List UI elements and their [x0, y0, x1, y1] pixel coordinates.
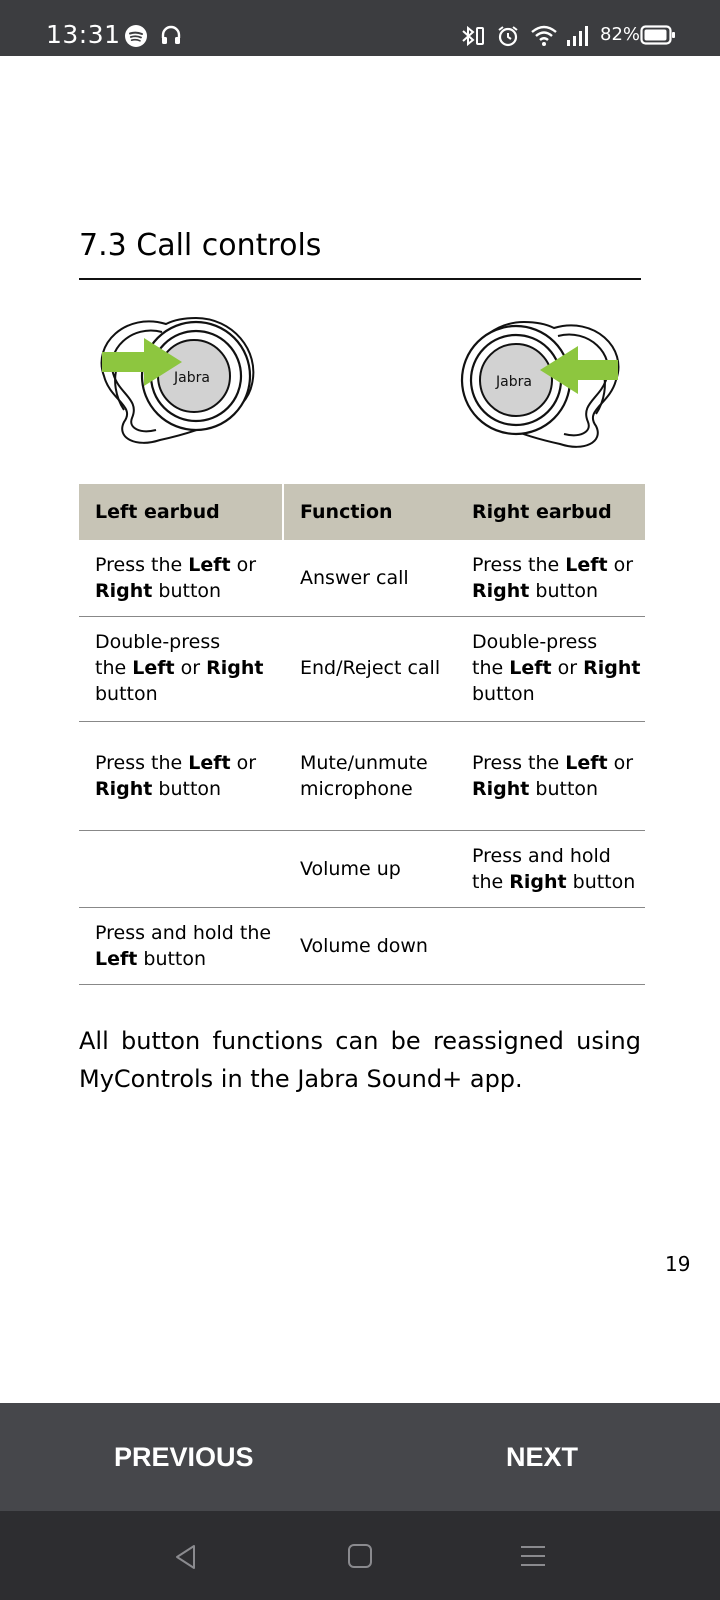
previous-button[interactable]: PREVIOUS	[114, 1442, 254, 1472]
left-earbud-illustration	[96, 314, 264, 454]
wifi-icon	[530, 24, 558, 48]
status-time: 13:31	[46, 20, 121, 49]
row1-right: Press the Left or Right button	[472, 554, 634, 602]
row2-right: Double-press the Left or Right button	[472, 631, 641, 705]
reassign-note: All button functions can be reassigned using MyControls in the Jabra Sound+ app.	[79, 1027, 641, 1093]
row5-left: Press and hold the Left button	[95, 922, 272, 970]
earbud-brand-left: Jabra	[174, 370, 210, 386]
table-header	[79, 484, 645, 540]
row4-function: Volume up	[300, 858, 401, 880]
section-title: 7.3 Call controls	[79, 228, 641, 280]
right-earbud-illustration	[456, 318, 624, 458]
row1-left: Press the Left or Right button	[95, 554, 257, 602]
row3-left: Press the Left or Right button	[95, 752, 257, 800]
status-bar	[0, 0, 720, 56]
table-row	[79, 831, 645, 908]
header-divider	[282, 484, 284, 540]
home-icon[interactable]	[347, 1543, 373, 1569]
menu-icon[interactable]	[519, 1544, 547, 1568]
row2-function: End/Reject call	[300, 657, 441, 679]
alarm-icon	[496, 24, 520, 48]
header-left-earbud: Left earbud	[95, 501, 220, 523]
system-nav-bar	[0, 1511, 720, 1600]
header-right-earbud: Right earbud	[472, 501, 612, 523]
table-row	[79, 617, 645, 722]
signal-icon	[566, 24, 592, 48]
headphones-icon	[160, 24, 182, 46]
manual-page	[0, 56, 720, 1403]
page-number: 19	[665, 1252, 691, 1276]
row5-function: Volume down	[300, 935, 428, 957]
row4-right: Press and hold the Right button	[472, 845, 636, 893]
table-row	[79, 540, 645, 617]
page-nav-bar	[0, 1403, 720, 1511]
row1-function: Answer call	[300, 567, 409, 589]
next-button[interactable]: NEXT	[506, 1442, 579, 1472]
battery-icon	[640, 24, 676, 46]
back-icon[interactable]	[172, 1543, 200, 1571]
bluetooth-icon	[460, 24, 486, 48]
table-row	[79, 908, 645, 985]
header-function: Function	[300, 501, 393, 523]
call-controls-table	[79, 484, 645, 985]
earbud-brand-right: Jabra	[496, 374, 532, 390]
table-row	[79, 722, 645, 831]
row2-left: Double-press the Left or Right button	[95, 631, 264, 705]
battery-percent: 82%	[600, 24, 641, 45]
row3-right: Press the Left or Right button	[472, 752, 634, 800]
spotify-icon	[124, 24, 148, 48]
row3-function: Mute/unmute microphone	[300, 752, 428, 800]
